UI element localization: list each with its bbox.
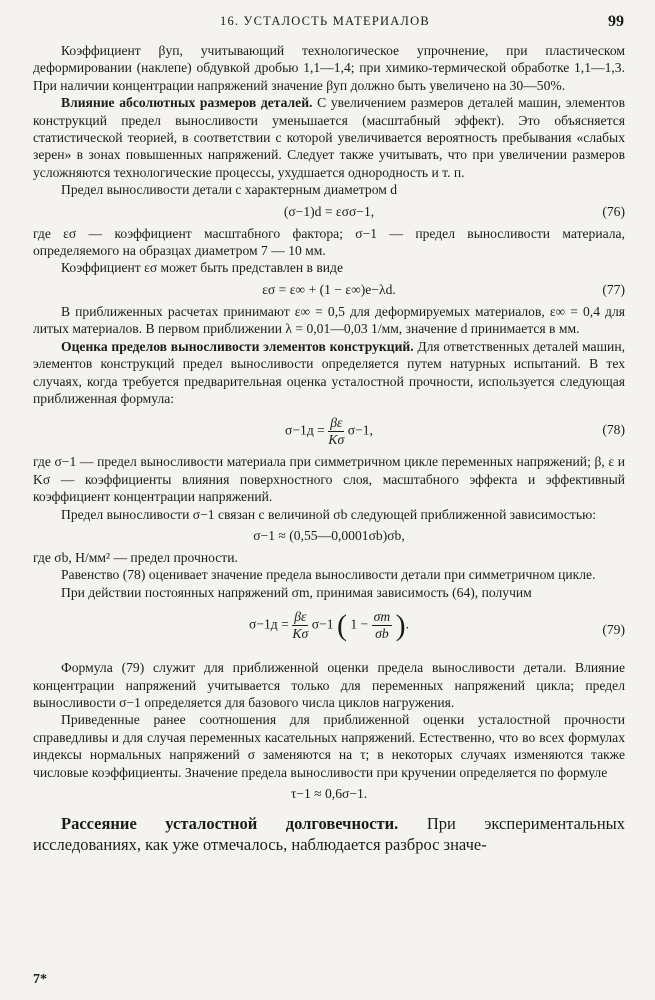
formula-79-left-paren: ( (336, 608, 347, 642)
paragraph-shear-stress: Приведенные ранее соотношения для приближенной оценки усталостной прочности справедливы и для случая переменных касательных напряжений. Естественно, что во всех формулах индексы нормальных напряжений σ заменяются на τ; в некоторых случаях изменяются также числовые коэффициенты. Значение предела выносливости при кручении определяется по формуле (33, 712, 625, 780)
paragraph-size-effect-text: С увеличением размеров деталей машин, элементов конструкций предел выносливости уменьшается (масштабный эффект). Это объясняется статистической теорией, в соответствии с которой увеличивается вероятность пребывания «слабых зерен» в зонах повышенных напряжений. Следует также учитывать, что при увеличении размеров усложняются технологические процессы, ухудшается однородность и т. п. (33, 95, 625, 180)
formula-79-numerator: βε (294, 609, 307, 625)
formula-77 (33, 277, 625, 303)
formula-79-inner-fraction (372, 609, 393, 642)
subsection-heading-size-effect: Влияние абсолютных размеров деталей. (61, 95, 313, 111)
paragraph-size-effect (33, 94, 625, 181)
formula-78-denominator: Kσ (328, 432, 345, 448)
paragraph-hardening-coefficient: Коэффициент βуп, учитывающий технологическое упрочнение, при пластическом деформировании (наклепе) обдувкой дробью 1,1—1,4; при химико-термической обработке 1,1—1,3. При наличии концентрации напряжений значение βуп должно быть увеличено на 30—50%. (33, 43, 625, 93)
page-header (0, 10, 655, 34)
formula-79-sigma: σ−1 (311, 616, 334, 632)
formula-sigma-relation (33, 523, 625, 549)
formula-79 (33, 601, 625, 659)
formula-79-denominator: Kσ (292, 626, 309, 642)
page-number: 99 (608, 13, 624, 30)
section-heading-scatter: Рассеяние усталостной долговечности. (61, 814, 399, 833)
formula-77-number: (77) (602, 281, 625, 297)
paragraph-scatter-text: При экспериментальных исследованиях, как уже отмечалось, наблюдается разброс значе- (33, 814, 625, 854)
formula-76 (33, 199, 625, 225)
page-body (33, 42, 625, 855)
formula-tau-expression: τ−1 ≈ 0,6σ−1. (290, 786, 368, 801)
paragraph-structure-estimate-text: Для ответственных деталей машин, элементов конструкций предел выносливости определяется путем натурных испытаний. В тех случаях, когда требуется предварительная оценка усталостной прочности, используется следующая приближенная формула: (33, 338, 625, 406)
formula-78-numerator: βε (330, 415, 343, 431)
paragraph-scatter (33, 813, 625, 855)
formula-sigma-expression: σ−1 ≈ (0,55—0,0001σb)σb, (253, 527, 405, 543)
formula-77-expression: εσ = ε∞ + (1 − ε∞)e−λd. (262, 281, 396, 297)
formula-79-inner-numerator: σm (373, 609, 391, 625)
formula-78-fraction (328, 415, 344, 448)
formula-79-inner-denominator: σb (375, 626, 389, 642)
signature-mark: 7* (33, 972, 47, 987)
paragraph-formula-79-usage: Формула (79) служит для приближенной оценки предела выносливости детали. Влияние концентрации напряжений учитывается только для переменных напряжений цикла; предел выносливости σ−1 определяется для базового числа циклов нагружения. (33, 660, 625, 710)
paragraph-coefficient-form: Коэффициент εσ может быть представлен в виде (61, 260, 343, 276)
paragraph-equation-78-note: Равенство (78) оценивает значение предела выносливости детали при симметричном цикле. (61, 567, 596, 583)
formula-78-expression (33, 415, 625, 448)
paragraph-coefficients-definition: где σ−1 — предел выносливости материала при симметричном цикле переменных напряжений; β, ε и Kσ — коэффициенты влияния поверхностного слоя, масштабного эффекта и эффективный коэффициент концентрации напряжений. (33, 454, 625, 505)
paragraph-approximate-values: В приближенных расчетах принимают ε∞ = 0,5 для деформируемых материалов, ε∞ = 0,4 для литых материалов. В первом приближении λ = 0,01—0,03 1/мм, значение d принимается в мм. (33, 303, 625, 337)
subsection-heading-structure-estimate: Оценка пределов выносливости элементов конструкций. (61, 338, 414, 354)
formula-79-expression (33, 609, 625, 642)
formula-79-number: (79) (602, 622, 625, 638)
formula-79-period: . (405, 616, 409, 632)
formula-79-lhs: σ−1д = (249, 616, 289, 632)
paragraph-diameter-limit: Предел выносливости детали с характерным диаметром d (61, 182, 398, 198)
paragraph-constant-stress: При действии постоянных напряжений σm, принимая зависимость (64), получим (61, 584, 532, 600)
formula-78-rhs: σ−1, (347, 422, 373, 438)
formula-78-lhs: σ−1д = (285, 422, 325, 438)
formula-tau (33, 781, 625, 807)
paragraph-scale-factor-definition: где εσ — коэффициент масштабного фактора; σ−1 — предел выносливости материала, определяемого на образцах диаметром 7 — 10 мм. (33, 225, 625, 259)
running-head: 16. УСТАЛОСТЬ МАТЕРИАЛОВ (220, 14, 430, 28)
formula-79-inner-left: 1 − (350, 616, 369, 632)
paragraph-structure-estimate (33, 338, 625, 408)
formula-78-number: (78) (602, 422, 625, 438)
formula-76-number: (76) (602, 203, 625, 219)
paragraph-ultimate-strength-definition: где σb, Н/мм² — предел прочности. (33, 549, 238, 565)
paragraph-ultimate-strength-relation: Предел выносливости σ−1 связан с величиной σb следующей приближенной зависимостью: (61, 506, 597, 522)
formula-78 (33, 407, 625, 453)
formula-79-fraction (292, 609, 308, 642)
formula-76-expression: (σ−1)d = εσσ−1, (283, 203, 375, 219)
formula-79-right-paren: ) (395, 608, 406, 642)
